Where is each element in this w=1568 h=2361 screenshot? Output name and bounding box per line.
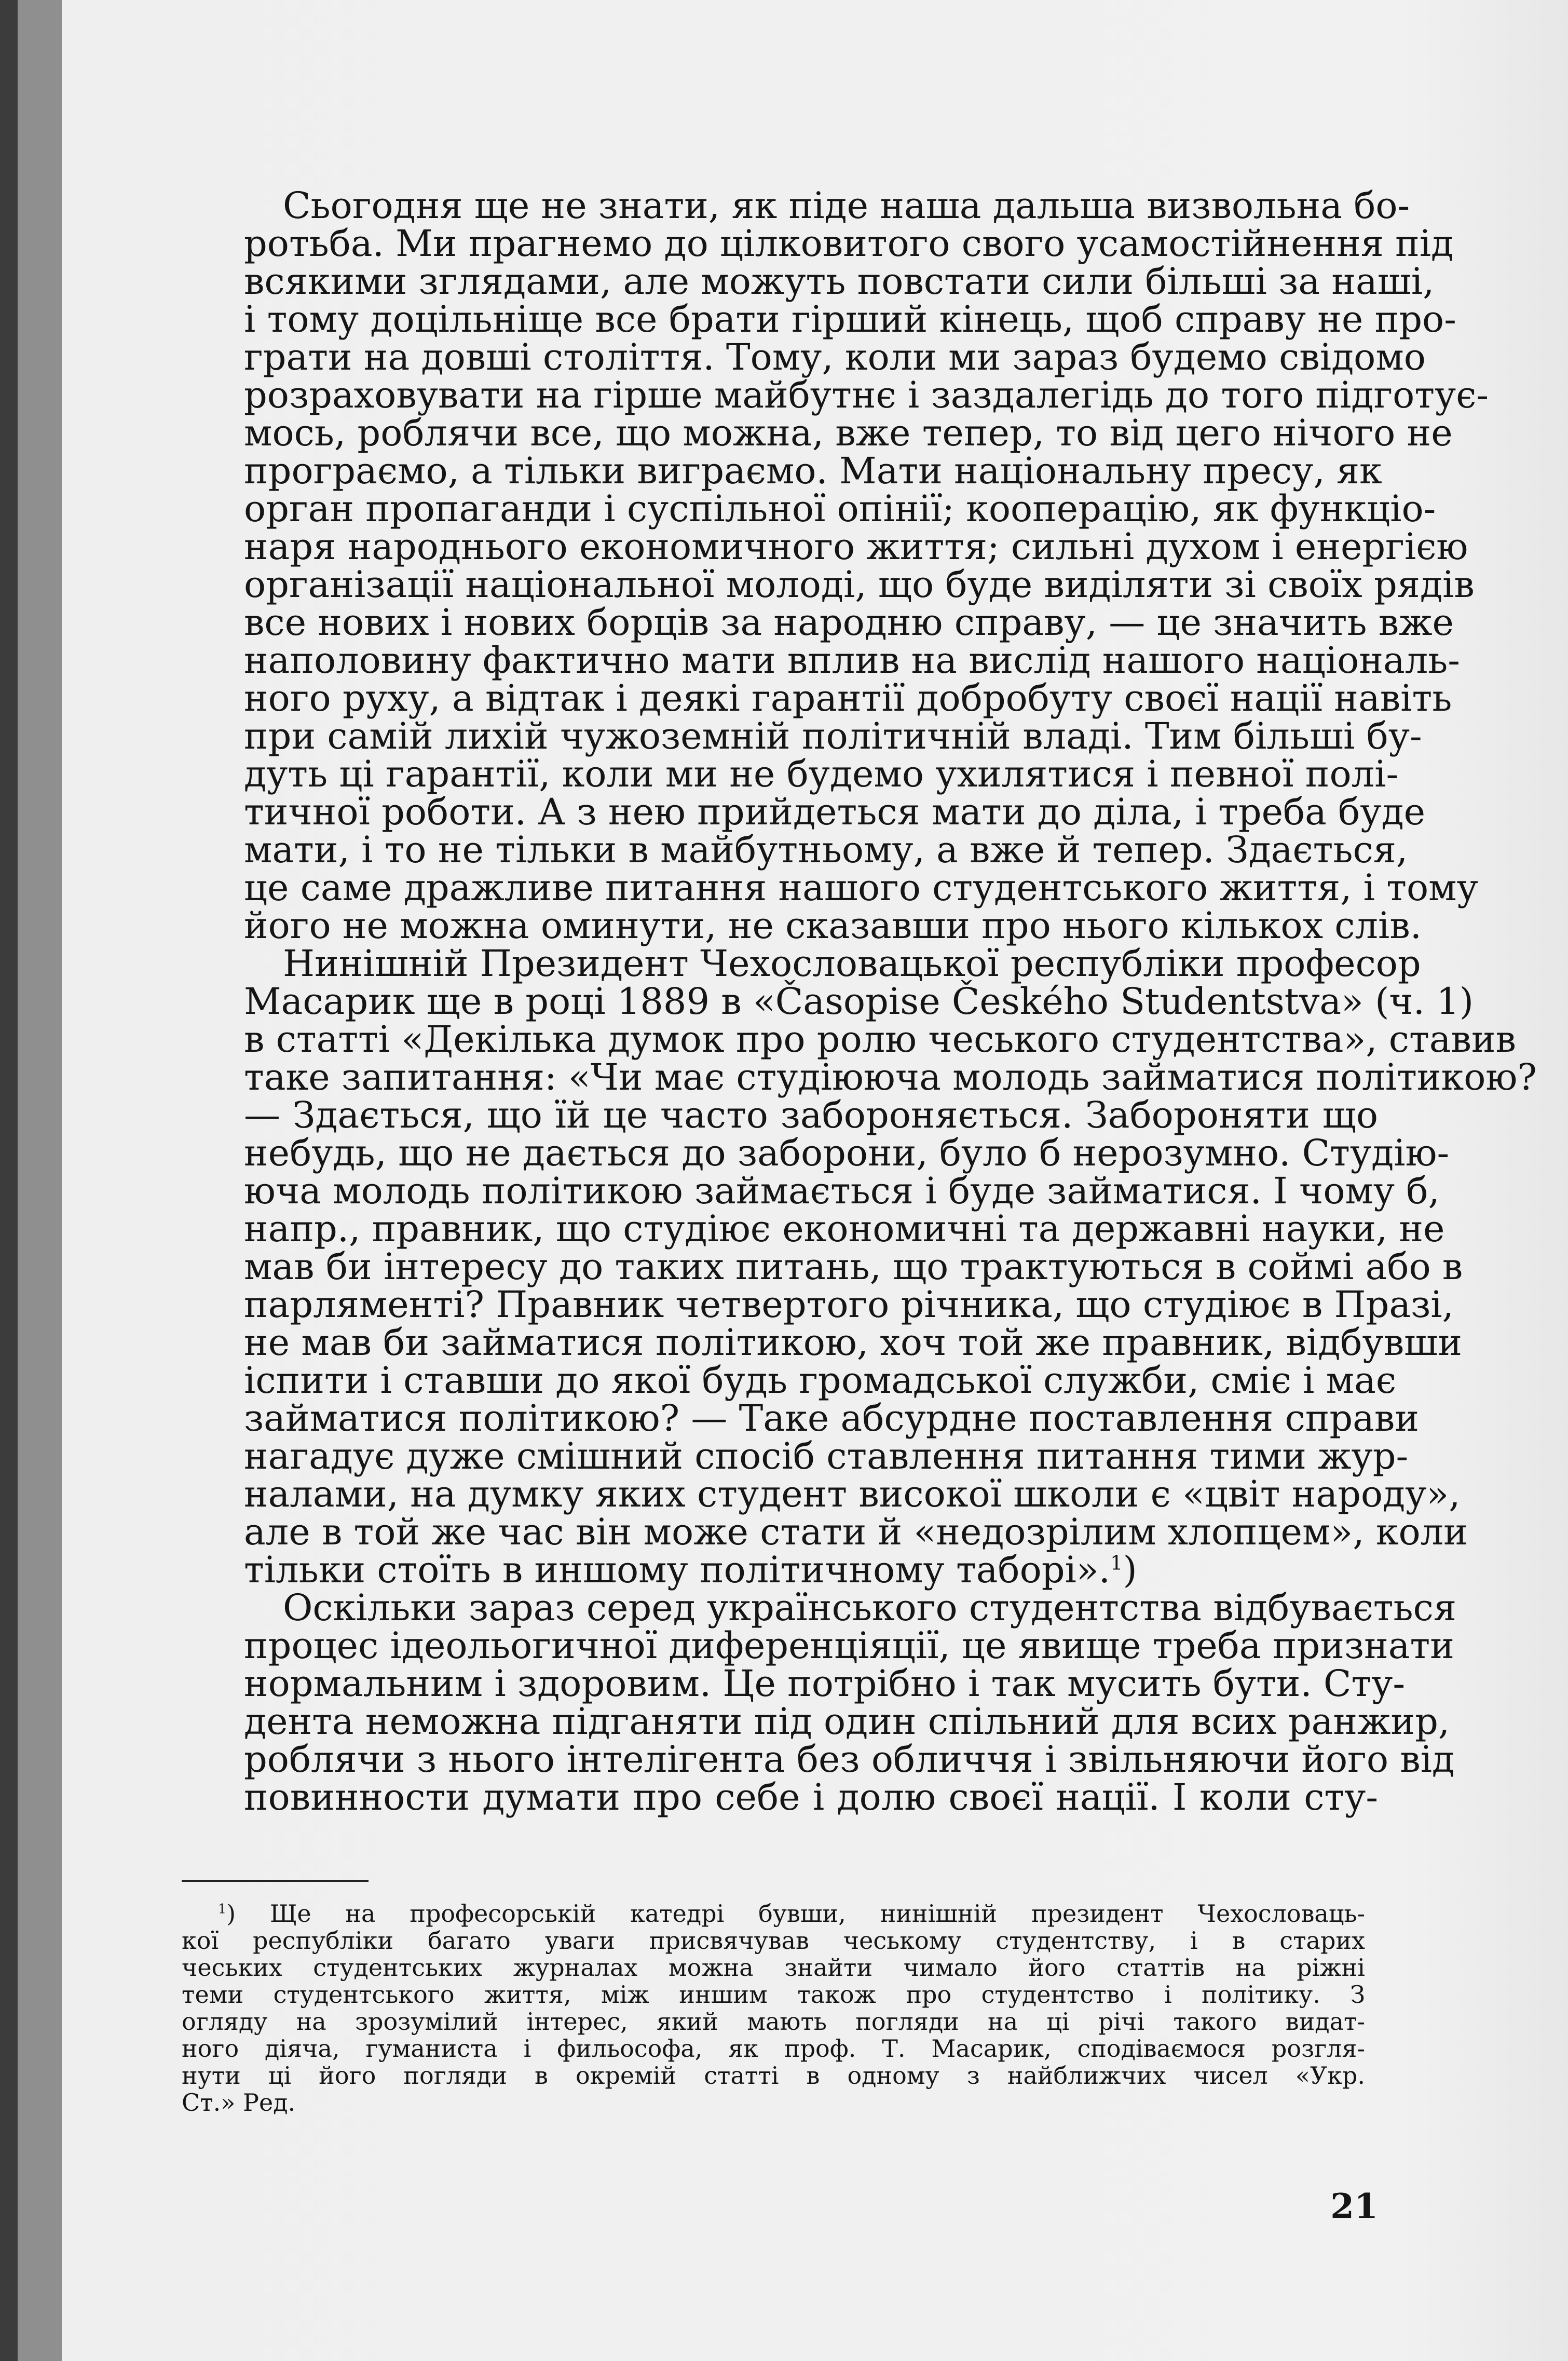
text-line: іспити і ставши до якої будь громадської служби, сміє і має (244, 1359, 1397, 1402)
text-line: налами, на думку яких студент високої школи є «цвіт народу», (244, 1473, 1461, 1515)
text-line: парляменті? Правник четвертого річника, що студіює в Празі, (244, 1283, 1454, 1326)
text-line: дента неможна підганяти під один спільний для всих ранжир, (244, 1700, 1450, 1743)
text-line: організації національної молоді, що буде виділяти зі своїх рядів (244, 563, 1475, 606)
text-line: Нинішній Президент Чехословацької республіки професор (283, 942, 1421, 985)
text-line: розраховувати на гірше майбутнє і заздалегідь до того підготує- (244, 374, 1489, 416)
text-line: наполовину фактично мати вплив на вислід нашого національ- (244, 639, 1460, 682)
text-line: при самій лихій чужоземній політичній владі. Тим більші бу- (244, 715, 1422, 757)
binding-shadow (18, 0, 62, 2361)
text-line: тичної роботи. А з нею прийдеться мати до діла, і треба буде (244, 791, 1426, 833)
footnote-marker-paren: ) (226, 1899, 236, 1928)
text-line: програємо, а тільки виграємо. Мати національну пресу, як (244, 450, 1382, 492)
text-line: мати, і то не тільки в майбутньому, а вже й тепер. Здається, (244, 829, 1408, 871)
text-line: все нових і нових борців за народню справу, — це значить вже (244, 601, 1454, 644)
footnote-line: чеських студентських журналах можна знайти чимало його статтів на ріжні (182, 1953, 1365, 1982)
text-line: грати на довші століття. Тому, коли ми зараз будемо свідомо (244, 336, 1426, 378)
footnote-text: Ще на професорській катедрі бувши, нинішній президент Чехословаць- (269, 1899, 1366, 1928)
text-line: таке запитання: «Чи має студіююча молодь займатися політикою? (244, 1056, 1537, 1098)
text-line: небудь, що не дається до заборони, було б нерозумно. Студію- (244, 1132, 1450, 1174)
text-line: орган пропаганди і суспільної опінії; кооперацію, як функціо- (244, 487, 1436, 530)
text-line: його не можна оминути, не сказавши про нього кількох слів. (244, 904, 1422, 947)
footnote-marker: 1 (218, 1901, 227, 1917)
text-line: ротьба. Ми прагнемо до цілковитого свого усамостійнення під (244, 222, 1454, 265)
footnote-line: ного діяча, гуманиста і фильософа, як проф. Т. Масарик, сподіваємося розгля- (182, 2034, 1365, 2063)
text-line: і тому доцільніще все брати гірший кінець, щоб справу не про- (244, 298, 1456, 341)
footnote-divider (182, 1880, 369, 1882)
text-line: Масарик ще в році 1889 в «Časopise Českého Studentstva» (ч. 1) (244, 980, 1474, 1023)
text-line: це саме дражливе питання нашого студентського життя, і тому (244, 866, 1478, 909)
text-line: дуть ці гарантії, коли ми не будемо ухилятися і певної полі- (244, 753, 1399, 795)
text-line: — Здається, що їй це часто забороняється. Забороняти що (244, 1094, 1378, 1136)
page-number: 21 (1330, 2186, 1378, 2227)
footnote-line (218, 1900, 1365, 1927)
text-line: мось, роблячи все, що можна, вже тепер, то від цего нічого не (244, 412, 1453, 454)
text-line: нагадує дуже смішний спосіб ставлення питання тими жур- (244, 1435, 1409, 1477)
main-text-block (244, 184, 1537, 1838)
text-line: процес ідеольогичної диференціяції, це явище треба признати (244, 1624, 1454, 1667)
text-line: всякими зглядами, але можуть повстати сили більші за наші, (244, 260, 1435, 303)
text-line: напр., правник, що студіює економичні та державні науки, не (244, 1207, 1445, 1250)
text-line: мав би інтересу до таких питань, що трактуються в соймі або в (244, 1245, 1463, 1288)
text-line: роблячи з нього інтелігента без обличчя і звільняючи його від (244, 1738, 1455, 1781)
text-line: наря народнього економичного життя; сильні духом і енергією (244, 525, 1468, 568)
footnote-line: кої республіки багато уваги присвячував чеському студентству, і в старих (182, 1926, 1365, 1955)
text-line: займатися політикою? — Таке абсурдне поставлення справи (244, 1397, 1419, 1440)
book-binding-edge (0, 0, 18, 2361)
text-line-with-footnote-reference (244, 1551, 1378, 1589)
footnote-line: огляду на зрозумілий інтерес, який мають погляди на ці річі такого видат- (182, 2007, 1365, 2036)
text-line: повинности думати про себе і долю своєї нації. І коли сту- (244, 1776, 1378, 1819)
text-line: але в той же час він може стати й «недозрілим хлопцем», коли (244, 1511, 1468, 1553)
line-text: тільки стоїть в иншому політичному таборі». (244, 1549, 1110, 1591)
footnote-line: теми студентського життя, між иншим також про студентство і політику. З (182, 1980, 1365, 2009)
text-line: юча молодь політикою займається і буде займатися. І чому б, (244, 1170, 1440, 1212)
text-line: нормальним і здоровим. Це потрібно і так мусить бути. Сту- (244, 1662, 1406, 1705)
footnote-reference-paren: ) (1123, 1549, 1137, 1591)
text-line: Оскільки зараз серед українського студентства відбувається (283, 1586, 1456, 1629)
text-line: в статті «Декілька думок про ролю чеського студентства», ставив (244, 1018, 1516, 1061)
text-line: не мав би займатися політикою, хоч той же правник, відбувши (244, 1321, 1462, 1364)
footnote-line: нути ці його погляди в окремій статті в одному з найближчих чисел «Укр. (182, 2061, 1365, 2089)
footnote-block (182, 1900, 1365, 2170)
footnote-line: Ст.» Ред. (182, 2088, 296, 2116)
footnote-reference-marker: 1 (1110, 1551, 1123, 1575)
text-line: Сьогодня ще не знати, як піде наша дальша визвольна бо- (283, 184, 1410, 227)
text-line: ного руху, а відтак і деякі гарантії добробуту своєї нації навіть (244, 677, 1452, 720)
